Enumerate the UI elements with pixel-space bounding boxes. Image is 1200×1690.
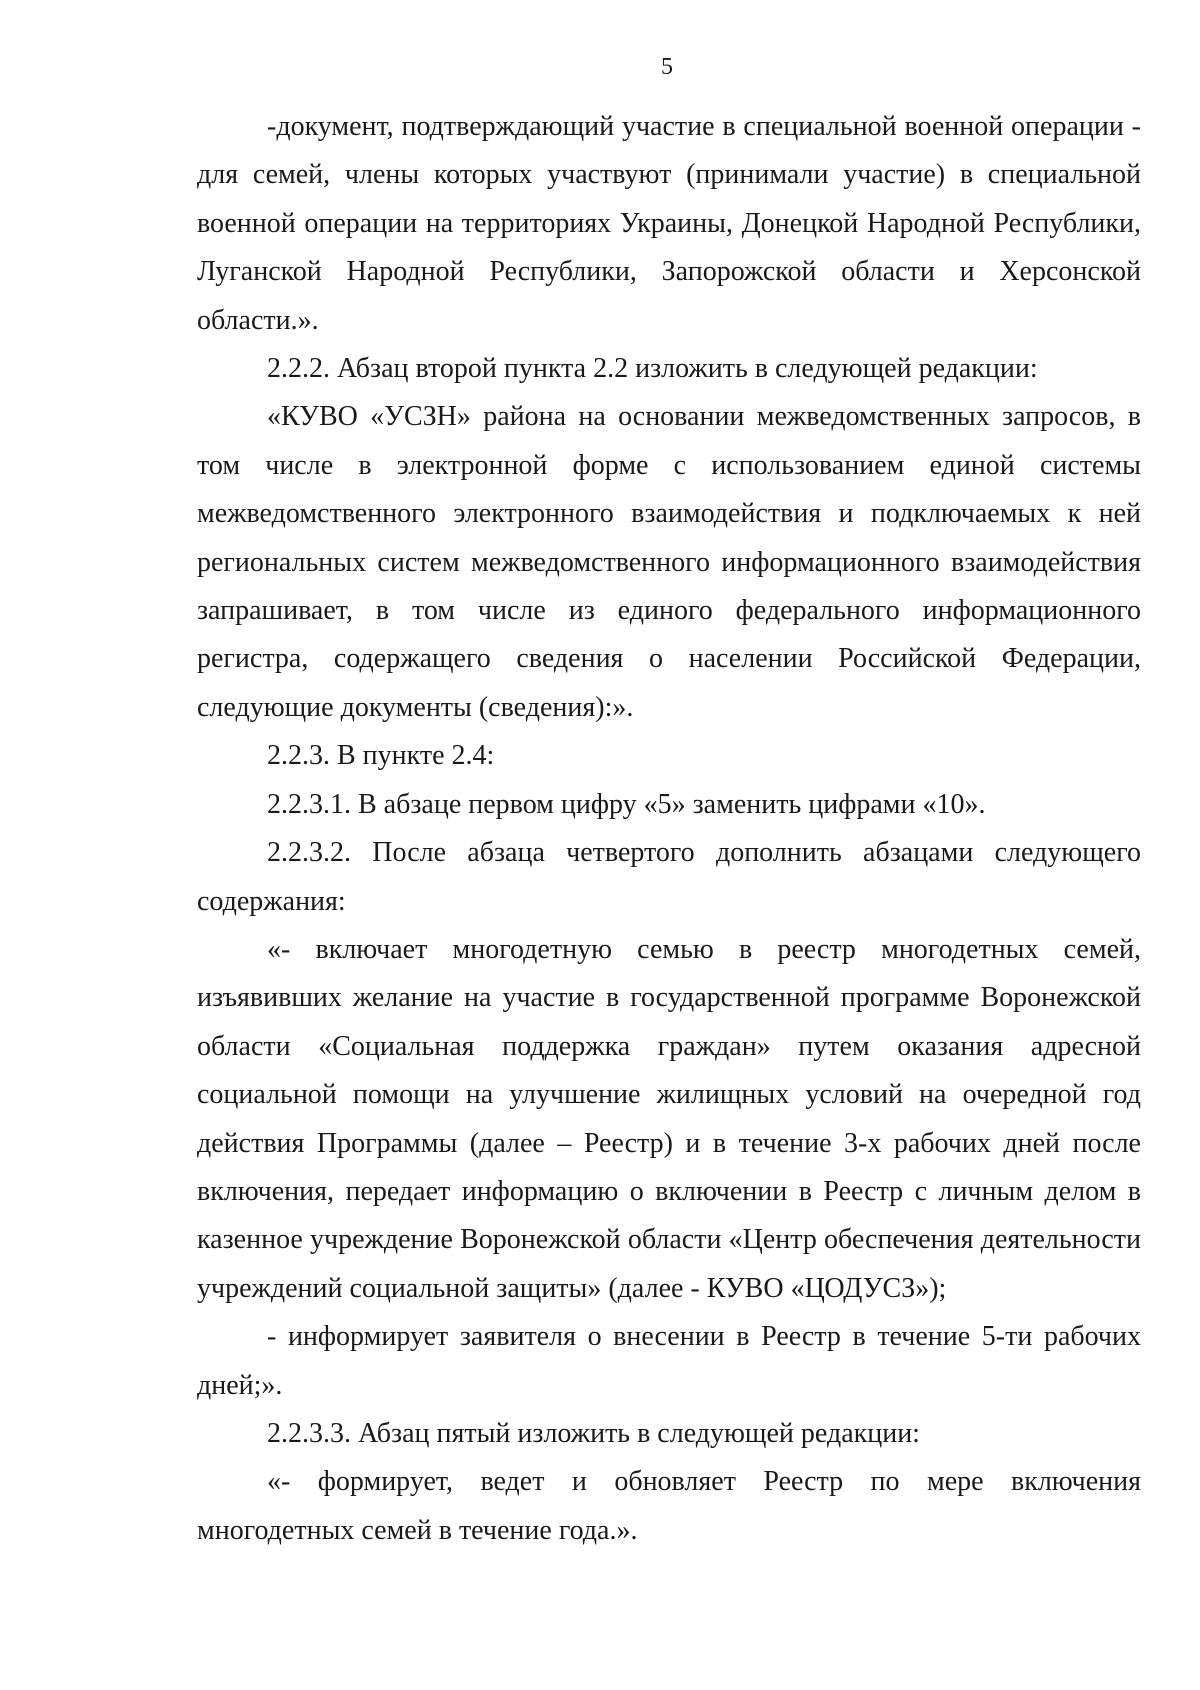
paragraph-2-2-3-3-heading: 2.2.3.3. Абзац пятый изложить в следующей редакции: (267, 1417, 920, 1449)
paragraph-applicant-notification: - информирует заявителя о внесении в Реестр в течение 5-ти рабочих дней;». (197, 1321, 1141, 1401)
paragraph-2-2-3-2-heading: 2.2.3.2. После абзаца четвертого дополнить абзацами следующего содержания: (197, 837, 1141, 917)
paragraph-2-2-2-heading: 2.2.2. Абзац второй пункта 2.2 изложить в следующей редакции: (267, 353, 1038, 385)
document-body (197, 103, 1141, 1555)
paragraph-2-2-2-text: «КУВО «УСЗН» района на основании межведомственных запросов, в том числе в электронной форме с использованием единой системы межведомственного электронного взаимодействия и подключаемых к ней региональных систем межведомственного информационного взаимодействия запрашивает, в том числе из единого федерального информационного регистра, содержащего сведения о населении Российской Федерации, следующие документы (сведения):». (197, 401, 1141, 723)
paragraph-registry-maintenance: «- формирует, ведет и обновляет Реестр по мере включения многодетных семей в течение года.». (197, 1466, 1141, 1546)
paragraph-registry-inclusion: «- включает многодетную семью в реестр многодетных семей, изъявивших желание на участие в государственной программе Воронежской области «Социальная поддержка граждан» путем оказания адресной социальной помощи на улучшение жилищных условий на очередной год действия Программы (далее – Реестр) и в течение 3-х рабочих дней после включения, передает информацию о включении в Реестр с личным делом в казенное учреждение Воронежской области «Центр обеспечения деятельности учреждений социальной защиты» (далее - КУВО «ЦОДУСЗ»); (197, 933, 1141, 1304)
paragraph-2-2-3-heading: 2.2.3. В пункте 2.4: (267, 740, 495, 772)
paragraph-svo-document: -документ, подтверждающий участие в специальной военной операции - для семей, члены которых участвуют (принимали участие) в специальной военной операции на территориях Украины, Донецкой Народной Республики, Луганской Народной Республики, Запорожской области и Херсонской области.». (197, 111, 1141, 336)
page-number: 5 (661, 54, 673, 80)
paragraph-2-2-3-1: 2.2.3.1. В абзаце первом цифру «5» заменить цифрами «10». (267, 788, 986, 820)
